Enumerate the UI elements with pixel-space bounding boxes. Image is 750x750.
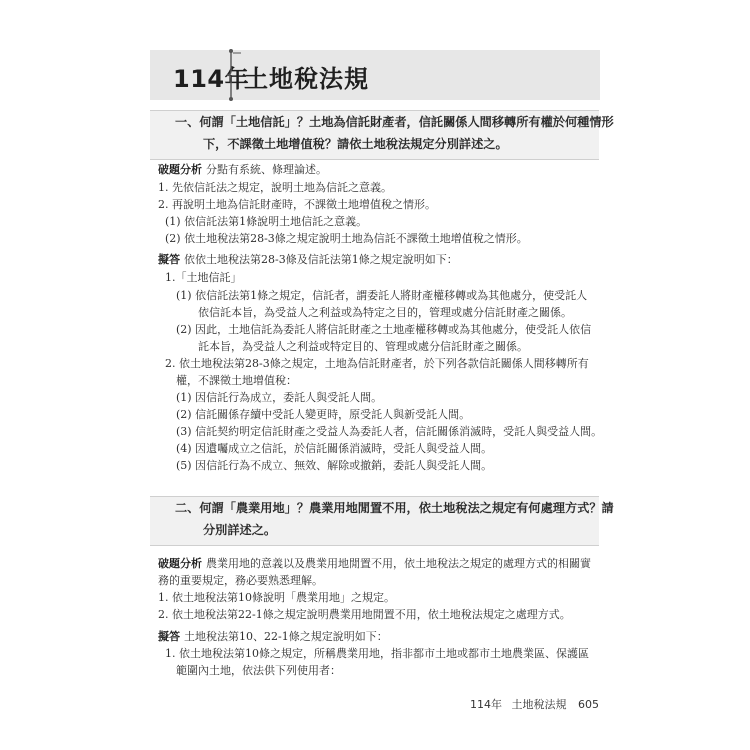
analysis-1-line-4: (2) 依土地稅法第28-3條之規定說明土地為信託不課徵土地增值稅之情形。 (165, 232, 528, 245)
question-2-line-1: 二、何謂「農業用地」？農業用地閒置不用，依土地稅法之規定有何處理方式？請 (175, 501, 614, 515)
question-1-line-2: 下，不課徵土地增值稅？請依土地稅法規定分別詳述之。 (203, 137, 508, 151)
answer-2-point-1b: 範圍內土地，依法供下列使用者： (176, 664, 341, 677)
analysis-1-line-3: (1) 依信託法第1條說明土地信託之意義。 (165, 215, 368, 228)
answer-1-point-1-1b: 依信託本旨，為受益人之利益或為特定之目的，管理或處分信託財產之關係。 (198, 306, 572, 319)
analysis-1-line-1: 1. 先依信託法之規定，說明土地為信託之意義。 (158, 181, 392, 194)
chapter-title: 土地稅法規 (244, 65, 369, 93)
answer-2-intro: 擬答 土地稅法第10、22-1條之規定說明如下： (158, 630, 388, 643)
question-1-text (175, 111, 614, 155)
page-number: 605 (578, 698, 599, 711)
question-2-line-2: 分別詳述之。 (203, 523, 277, 537)
answer-2-label: 擬答 (158, 630, 180, 643)
answer-1-list-item-4: (4) 因遺囑成立之信託，於信託關係消滅時，受託人與受益人間。 (176, 442, 493, 455)
answer-1-list-item-3: (3) 信託契約明定信託財產之受益人為委託人者，信託關係消滅時，受託人與受益人間。 (176, 425, 603, 438)
question-1-line-1: 一、何謂「土地信託」？土地為信託財產者，信託關係人間移轉所有權於何種情形 (175, 115, 614, 129)
analysis-1-label: 破題分析 (158, 163, 202, 176)
question-2-text (175, 497, 614, 541)
answer-1-point-1-1a: (1) 依信託法第1條之規定，信託者，謂委託人將財產權移轉或為其他處分，使受託人 (176, 289, 588, 302)
page-footer (470, 696, 599, 712)
analysis-2-line-a: 破題分析 農業用地的意義以及農業用地閒置不用，依土地稅法之規定的處理方式的相關實 (158, 557, 591, 570)
footer-subject: 土地稅法規 (511, 698, 567, 711)
answer-1-point-1-2a: (2) 因此，土地信託為委託人將信託財產之土地產權移轉或為其他處分，使受託人依信 (176, 323, 592, 336)
answer-1-intro: 擬答 依依土地稅法第28-3條及信託法第1條之規定說明如下： (158, 253, 458, 266)
analysis-2-line-b: 務的重要規定，務必要熟悉理解。 (158, 574, 323, 587)
answer-1-point-2a: 2. 依土地稅法第28-3條之規定，土地為信託財產者，於下列各款信託關係人間移轉所有 (165, 357, 589, 370)
analysis-2-label: 破題分析 (158, 557, 202, 570)
analysis-1-line-2: 2. 再說明土地為信託財產時，不課徵土地增值稅之情形。 (158, 198, 436, 211)
chapter-year: 114年 (173, 65, 250, 93)
answer-1-list-item-5: (5) 因信託行為不成立、無效、解除或撤銷，委託人與受託人間。 (176, 459, 493, 472)
analysis-2-line-1: 1. 依土地稅法第10條說明「農業用地」之規定。 (158, 591, 395, 604)
answer-1-list-item-1: (1) 因信託行為成立，委託人與受託人間。 (176, 391, 383, 404)
analysis-1-line-0: 破題分析 分點有系統、條理論述。 (158, 163, 327, 176)
footer-year: 114年 (470, 698, 502, 711)
answer-2-point-1a: 1. 依土地稅法第10條之規定，所稱農業用地，指非都市土地或都市土地農業區、保護區 (165, 647, 589, 660)
analysis-2-line-2: 2. 依土地稅法第22-1條之規定說明農業用地閒置不用，依土地稅法規定之處理方式。 (158, 608, 571, 621)
answer-1-point-1-2b: 託本旨，為受益人之利益或特定目的、管理或處分信託財產之關係。 (198, 340, 528, 353)
answer-1-list-item-2: (2) 信託關係存續中受託人變更時，原受託人與新受託人間。 (176, 408, 471, 421)
answer-1-label: 擬答 (158, 253, 180, 266)
answer-1-point-2b: 權，不課徵土地增值稅： (176, 374, 297, 387)
answer-1-point-1-title: 1.「土地信託」 (165, 271, 242, 284)
